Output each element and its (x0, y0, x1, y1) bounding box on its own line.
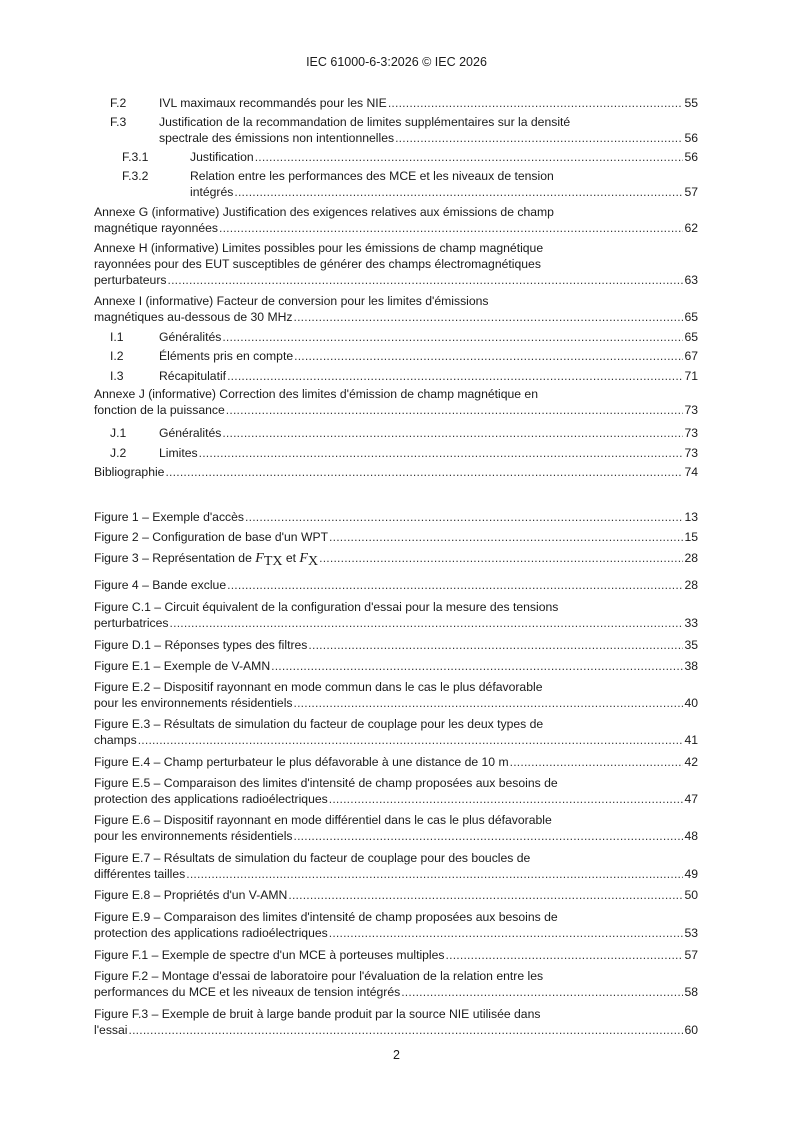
figure-entry-title-mid: et (282, 551, 300, 565)
figure-entry-title-cont: différentes tailles (94, 867, 186, 881)
figure-entry-page: 40 (684, 696, 698, 710)
toc-entry-title-cont: intégrés (190, 185, 234, 199)
figure-entry-title: Figure E.3 – Résultats de simulation du facteur de couplage pour les deux types de (94, 717, 544, 731)
figure-entry-e7[interactable] (94, 850, 698, 882)
figure-entry-page: 38 (684, 659, 698, 673)
figure-entry-e5[interactable] (94, 775, 698, 807)
figure-entry-page: 15 (684, 530, 698, 544)
figure-entry-page: 41 (684, 733, 698, 747)
figure-entry-page: 58 (684, 985, 698, 999)
math-symbol-f-x (299, 551, 319, 569)
dot-leader (255, 149, 684, 165)
toc-entry-annexe-g[interactable] (94, 204, 698, 236)
figure-entry-page: 60 (684, 1023, 698, 1037)
toc-entry-f2[interactable] (94, 95, 698, 111)
toc-entry-page: 65 (684, 330, 698, 344)
toc-entry-title: Annexe I (informative) Facteur de conversion pour les limites d'émissions (94, 294, 489, 308)
figure-entry-c1[interactable] (94, 599, 698, 631)
dot-leader (319, 550, 683, 566)
toc-entry-title: Généralités (159, 330, 222, 344)
figure-entry-title-cont: champs (94, 733, 137, 747)
toc-entry-i1[interactable] (94, 329, 698, 345)
dot-leader (271, 658, 683, 674)
toc-entry-page: 55 (684, 96, 698, 110)
toc-entry-number: I.1 (110, 330, 124, 344)
figure-entry-page: 57 (684, 948, 698, 962)
figure-entry-e8[interactable] (94, 887, 698, 903)
toc-entry-number: F.3 (110, 115, 127, 129)
figure-entry-title-text: Figure 3 – Représentation de (94, 551, 256, 565)
page-header: IEC 61000-6-3:2026 © IEC 2026 (306, 55, 487, 69)
dot-leader (199, 445, 684, 461)
toc-entry-page: 57 (684, 185, 698, 199)
dot-leader (329, 791, 684, 807)
dot-leader (294, 695, 684, 711)
dot-leader (168, 272, 684, 288)
math-symbol-f-tx (255, 551, 283, 569)
figure-entry-d1[interactable] (94, 637, 698, 653)
figure-entry-3[interactable] (94, 550, 698, 569)
toc-entry-f3-2[interactable] (94, 168, 698, 200)
toc-entry-f3-1[interactable] (94, 149, 698, 165)
figure-entry-page: 13 (684, 510, 698, 524)
figure-entry-e3[interactable] (94, 716, 698, 748)
dot-leader (401, 984, 683, 1000)
figure-entry-title (94, 550, 318, 570)
toc-entry-number: J.2 (110, 446, 127, 460)
figure-entry-4[interactable] (94, 577, 698, 593)
toc-entry-number: J.1 (110, 426, 127, 440)
figure-entry-title: Figure F.1 – Exemple de spectre d'un MCE à porteuses multiples (94, 948, 445, 962)
dot-leader (138, 732, 684, 748)
dot-leader (294, 828, 684, 844)
toc-entry-number: F.3.2 (122, 169, 149, 183)
figure-entry-title: Figure E.7 – Résultats de simulation du facteur de couplage pour des boucles de (94, 851, 531, 865)
toc-entry-f3[interactable] (94, 114, 698, 146)
figure-entry-page: 48 (684, 829, 698, 843)
figure-entry-f1[interactable] (94, 947, 698, 963)
dot-leader (227, 577, 683, 593)
math-f: F (255, 551, 264, 566)
figure-entry-page: 35 (684, 638, 698, 652)
dot-leader (222, 329, 683, 345)
toc-entry-j1[interactable] (94, 425, 698, 441)
figure-entry-page: 53 (684, 926, 698, 940)
toc-entry-i3[interactable] (94, 368, 698, 384)
dot-leader (226, 402, 684, 418)
figure-entry-title: Figure F.2 – Montage d'essai de laboratoire pour l'évaluation de la relation entre les (94, 969, 544, 983)
toc-entry-page: 63 (684, 273, 698, 287)
toc-entry-title: Annexe J (informative) Correction des limites d'émission de champ magnétique en (94, 387, 538, 401)
dot-leader (129, 1022, 684, 1038)
toc-entry-i2[interactable] (94, 348, 698, 364)
toc-entry-annexe-j[interactable] (94, 386, 698, 418)
dot-leader (395, 130, 683, 146)
figure-entry-title: Figure E.6 – Dispositif rayonnant en mode différentiel dans le cas le plus défavorable (94, 813, 552, 827)
figure-entry-title-cont: protection des applications radioélectriques (94, 792, 328, 806)
figure-entry-page: 42 (684, 755, 698, 769)
figure-entry-title: Figure 1 – Exemple d'accès (94, 510, 245, 524)
figure-entry-title: Figure E.8 – Propriétés d'un V-AMN (94, 888, 288, 902)
dot-leader (227, 368, 683, 384)
dot-leader (329, 529, 683, 545)
toc-entry-page: 65 (684, 310, 698, 324)
figure-entry-title-cont: protection des applications radioélectriques (94, 926, 328, 940)
toc-entry-page: 71 (684, 369, 698, 383)
math-subscript-x: X (307, 554, 319, 569)
figure-entry-e2[interactable] (94, 679, 698, 711)
toc-entry-title: Limites (159, 446, 198, 460)
toc-entry-title: Justification de la recommandation de limites supplémentaires sur la densité (159, 115, 571, 129)
figure-entry-title-cont: performances du MCE et les niveaux de tension intégrés (94, 985, 401, 999)
toc-entry-number: I.2 (110, 349, 124, 363)
toc-entry-page: 74 (684, 465, 698, 479)
toc-entry-title-cont: spectrale des émissions non intentionnelles (159, 131, 395, 145)
dot-leader (170, 615, 684, 631)
figure-entry-page: 47 (684, 792, 698, 806)
toc-entry-title: Annexe H (informative) Limites possibles pour les émissions de champ magnétique (94, 241, 544, 255)
toc-entry-title: Justification (190, 150, 254, 164)
toc-entry-title: Bibliographie (94, 465, 165, 479)
figure-entry-page: 49 (684, 867, 698, 881)
toc-entry-page: 67 (684, 349, 698, 363)
toc-entry-title: Récapitulatif (159, 369, 227, 383)
figure-entry-title: Figure E.4 – Champ perturbateur le plus défavorable à une distance de 10 m (94, 755, 509, 769)
figure-entry-e9[interactable] (94, 909, 698, 941)
dot-leader (294, 309, 684, 325)
figure-entry-e1[interactable] (94, 658, 698, 674)
figure-entry-title: Figure E.1 – Exemple de V-AMN (94, 659, 271, 673)
dot-leader (219, 220, 683, 236)
toc-entry-title-cont: fonction de la puissance (94, 403, 225, 417)
toc-entry-title-cont: magnétiques au-dessous de 30 MHz (94, 310, 293, 324)
toc-entry-page: 62 (684, 221, 698, 235)
figure-entry-f3[interactable] (94, 1006, 698, 1038)
toc-entry-title: Annexe G (informative) Justification des exigences relatives aux émissions de champ (94, 205, 554, 219)
figure-entry-f2[interactable] (94, 968, 698, 1000)
toc-entry-title-cont: rayonnées pour des EUT susceptibles de générer des champs électromagnétiques (94, 257, 541, 271)
figure-entry-title: Figure E.9 – Comparaison des limites d'intensité de champ proposées aux besoins de (94, 910, 558, 924)
figure-entry-title: Figure F.3 – Exemple de bruit à large bande produit par la source NIE utilisée dans (94, 1007, 541, 1021)
figure-entry-title: Figure C.1 – Circuit équivalent de la configuration d'essai pour la mesure des tensions (94, 600, 559, 614)
toc-entry-number: I.3 (110, 369, 124, 383)
figure-entry-title: Figure 2 – Configuration de base d'un WPT (94, 530, 329, 544)
dot-leader (294, 348, 683, 364)
toc-entry-title-cont: perturbateurs (94, 273, 167, 287)
dot-leader (510, 754, 684, 770)
dot-leader (288, 887, 683, 903)
dot-leader (186, 866, 683, 882)
toc-entry-j2[interactable] (94, 445, 698, 461)
dot-leader (329, 925, 684, 941)
dot-leader (222, 425, 683, 441)
figure-entry-page: 50 (684, 888, 698, 902)
toc-entry-page: 73 (684, 403, 698, 417)
toc-entry-annexe-i[interactable] (94, 293, 698, 325)
figure-entry-title-cont: pour les environnements résidentiels (94, 829, 293, 843)
math-subscript-tx: TX (263, 554, 283, 569)
toc-entry-page: 56 (684, 150, 698, 164)
toc-entry-bibliographie[interactable] (94, 464, 698, 480)
page-number: 2 (393, 1048, 400, 1062)
figure-entry-page: 28 (684, 551, 698, 565)
toc-entry-title: IVL maximaux recommandés pour les NIE (159, 96, 387, 110)
dot-leader (234, 184, 683, 200)
toc-entry-title-cont: magnétique rayonnées (94, 221, 218, 235)
math-f: F (299, 551, 308, 566)
dot-leader (388, 95, 684, 111)
toc-entry-annexe-h[interactable] (94, 240, 698, 288)
figure-entry-title-cont: l'essai (94, 1023, 128, 1037)
figure-entry-page: 28 (684, 578, 698, 592)
toc-entry-page: 73 (684, 446, 698, 460)
figure-entry-e6[interactable] (94, 812, 698, 844)
figure-entry-e4[interactable] (94, 754, 698, 770)
toc-entry-title: Généralités (159, 426, 222, 440)
figure-entry-page: 33 (684, 616, 698, 630)
figure-entry-title-cont: pour les environnements résidentiels (94, 696, 293, 710)
dot-leader (245, 509, 683, 525)
figure-entry-1[interactable] (94, 509, 698, 525)
figure-entry-title-cont: perturbatrices (94, 616, 169, 630)
toc-entry-title: Éléments pris en compte (159, 349, 294, 363)
figure-entry-title: Figure E.2 – Dispositif rayonnant en mode commun dans le cas le plus défavorable (94, 680, 543, 694)
figure-entry-2[interactable] (94, 529, 698, 545)
toc-entry-number: F.2 (110, 96, 127, 110)
toc-entry-number: F.3.1 (122, 150, 149, 164)
dot-leader (308, 637, 683, 653)
figure-entry-title: Figure 4 – Bande exclue (94, 578, 227, 592)
toc-entry-page: 56 (684, 131, 698, 145)
figure-entry-title: Figure D.1 – Réponses types des filtres (94, 638, 308, 652)
toc-entry-page: 73 (684, 426, 698, 440)
figure-entry-title: Figure E.5 – Comparaison des limites d'intensité de champ proposées aux besoins de (94, 776, 558, 790)
dot-leader (165, 464, 683, 480)
toc-entry-title: Relation entre les performances des MCE et les niveaux de tension (190, 169, 554, 183)
dot-leader (446, 947, 684, 963)
